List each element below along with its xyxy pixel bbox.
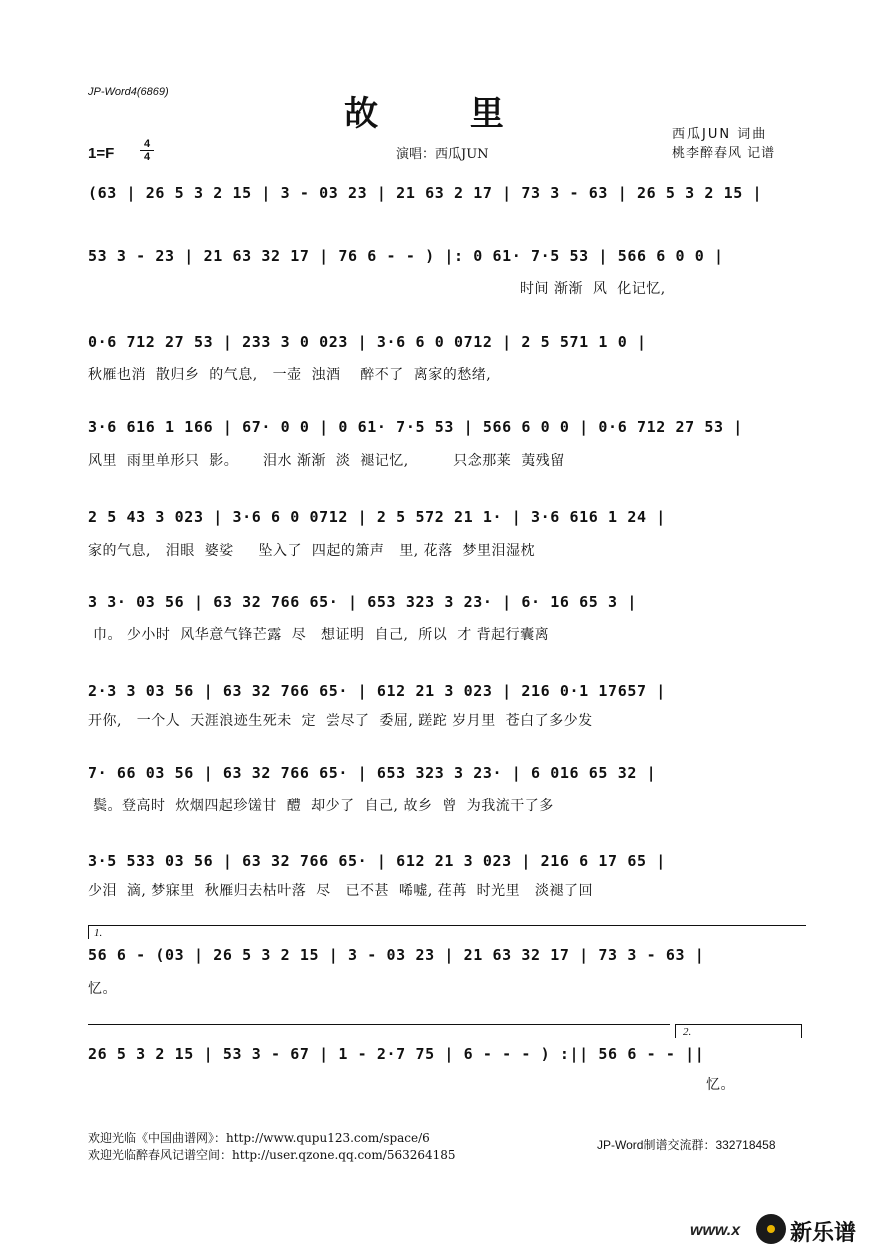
volta-2-end-hook xyxy=(801,1024,802,1038)
time-signature xyxy=(140,138,154,163)
score-line-2: 53 3 - 23 | 21 63 32 17 | 76 6 - - ) |: 0 61· 7·5 53 | 566 6 0 0 | xyxy=(88,247,724,265)
watermark-url: www.x xyxy=(690,1222,741,1239)
composer-credit: 西瓜JUN 词曲 xyxy=(672,127,768,142)
score-line-8: 7· 66 03 56 | 63 32 766 65· | 653 323 3 23· | 6 016 65 32 | xyxy=(88,764,657,782)
score-line-9: 3·5 533 03 56 | 63 32 766 65· | 612 21 3 023 | 216 6 17 65 | xyxy=(88,852,666,870)
score-line-6: 3 3· 03 56 | 63 32 766 65· | 653 323 3 23· | 6· 16 65 3 | xyxy=(88,593,637,611)
volta-1-continuation xyxy=(88,1024,670,1025)
volta-1-label: 1. xyxy=(94,927,103,939)
lyrics-line-2: 时间 渐渐 风 化记忆, xyxy=(520,281,666,297)
lyrics-line-9: 少泪 滴, 梦寐里 秋雁归去枯叶落 尽 已不甚 唏嘘, 荏苒 时光里 淡褪了回 xyxy=(88,883,594,899)
transcriber-credit: 桃李醉春风 记谱 xyxy=(672,146,776,161)
score-line-10: 56 6 - (03 | 26 5 3 2 15 | 3 - 03 23 | 21 63 32 17 | 73 3 - 63 | xyxy=(88,946,705,964)
lyrics-line-10: 忆。 xyxy=(88,981,117,997)
volta-2-hook xyxy=(675,1024,676,1038)
score-line-7: 2·3 3 03 56 | 63 32 766 65· | 612 21 3 023 | 216 0·1 17657 | xyxy=(88,682,666,700)
lyrics-line-6: 巾。 少小时 风华意气锋芒露 尽 想证明 自己, 所以 才 背起行囊离 xyxy=(88,627,550,643)
lyrics-line-5: 家的气息, 泪眼 婆娑 坠入了 四起的箫声 里, 花落 梦里泪湿枕 xyxy=(88,543,536,559)
score-line-11: 26 5 3 2 15 | 53 3 - 67 | 1 - 2·7 75 | 6 - - - ) :|| 56 6 - - || xyxy=(88,1045,705,1063)
score-line-5: 2 5 43 3 023 | 3·6 6 0 0712 | 2 5 572 21 1· | 3·6 616 1 24 | xyxy=(88,508,666,526)
volta-1-hook xyxy=(88,925,89,939)
lyrics-line-3: 秋雁也消 散归乡 的气息, 一壶 浊酒 醉不了 离家的愁绪, xyxy=(88,367,492,383)
lyrics-line-4: 风里 雨里单形只 影。 泪水 渐渐 淡 褪记忆, 只念那莱 荑残留 xyxy=(88,453,565,469)
meter-bottom: 4 xyxy=(143,151,151,163)
score-line-4: 3·6 616 1 166 | 67· 0 0 | 0 61· 7·5 53 | 566 6 0 0 | 0·6 712 27 53 | xyxy=(88,418,743,436)
song-title: 故 里 xyxy=(344,94,544,134)
lyrics-line-11: 忆。 xyxy=(706,1077,735,1093)
footer-group-number: JP-Word制谱交流群：332718458 xyxy=(597,1138,776,1152)
volta-2-bracket xyxy=(675,1024,801,1025)
singer-credit: 演唱：西瓜JUN xyxy=(396,147,489,162)
footer-site-link[interactable]: 欢迎光临《中国曲谱网》：http://www.qupu123.com/space/6 xyxy=(88,1131,430,1145)
key-signature: 1=F xyxy=(88,145,115,162)
score-line-1: (63 | 26 5 3 2 15 | 3 - 03 23 | 21 63 2 17 | 73 3 - 63 | 26 5 3 2 15 | xyxy=(88,184,763,202)
edition-label: JP-Word4(6869) xyxy=(88,86,169,98)
watermark-logo xyxy=(690,1210,880,1250)
lyrics-line-8: 鬓。登高时 炊烟四起珍馐甘 醴 却少了 自己, 故乡 曾 为我流干了多 xyxy=(88,798,554,814)
record-disc-icon xyxy=(756,1214,786,1244)
meter-top: 4 xyxy=(140,138,154,151)
watermark-brand: 新乐谱 xyxy=(790,1221,857,1246)
volta-2-label: 2. xyxy=(683,1026,692,1038)
footer-space-link[interactable]: 欢迎光临醉春风记谱空间：http://user.qzone.qq.com/563264185 xyxy=(88,1148,456,1162)
lyrics-line-7: 开你, 一个人 天涯浪迹生死未 定 尝尽了 委屈, 蹉跎 岁月里 苍白了多少发 xyxy=(88,713,593,729)
volta-1-bracket xyxy=(88,925,806,926)
score-line-3: 0·6 712 27 53 | 233 3 0 023 | 3·6 6 0 0712 | 2 5 571 1 0 | xyxy=(88,333,647,351)
